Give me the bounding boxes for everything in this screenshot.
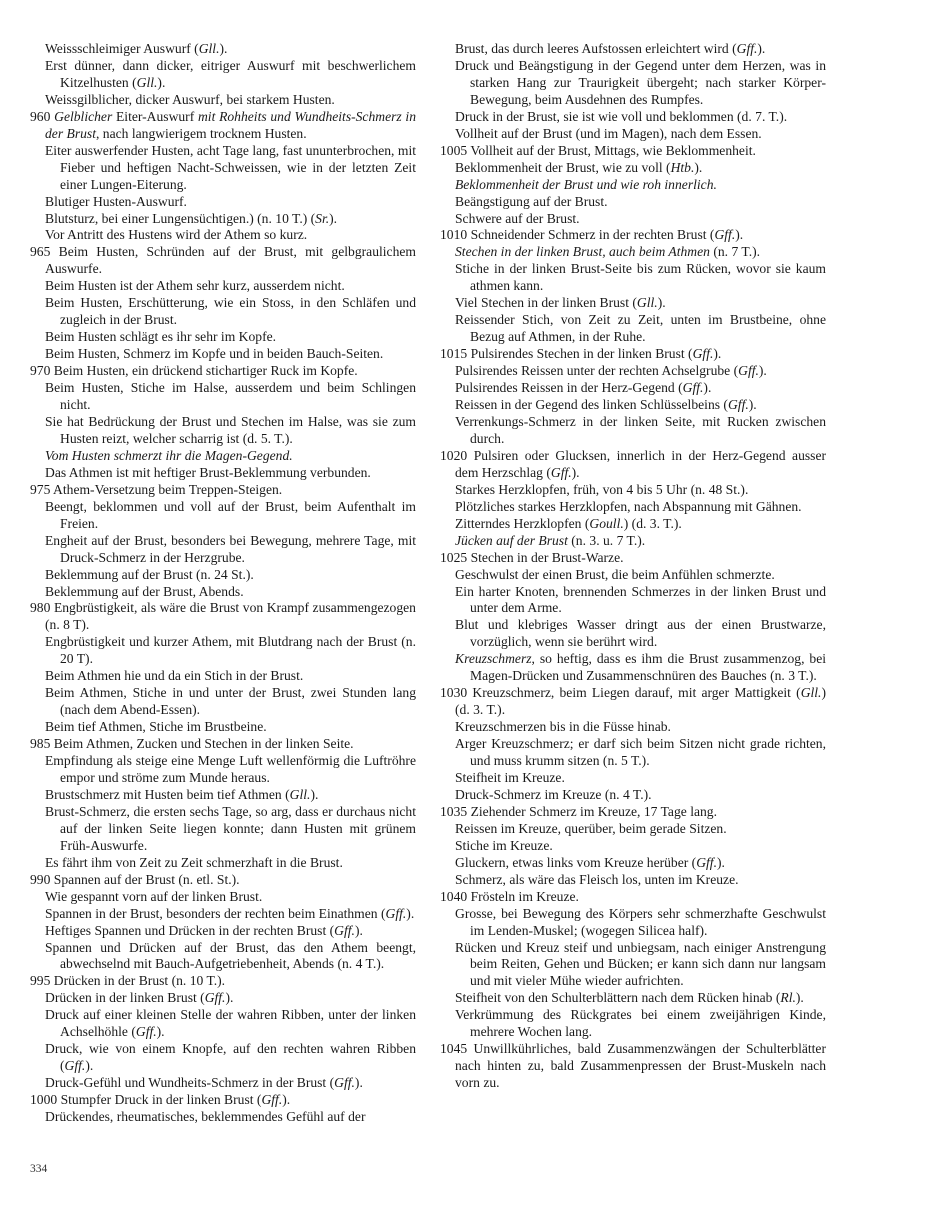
entry-text: Frösteln im Kreuze.	[470, 888, 579, 904]
italic-text: Sr.	[315, 210, 330, 226]
symptom-entry	[440, 126, 826, 143]
italic-text: Gff.	[736, 41, 758, 56]
entry-text: Eiter-Auswurf	[112, 108, 198, 124]
entry-text: Druck in der Brust, sie ist wie voll und beklommen (d. 7. T.).	[455, 108, 788, 124]
symptom-entry	[30, 143, 416, 194]
entry-text: Erst dünner, dann dicker, eitriger Auswurf mit beschwerlichem Kitzelhusten (	[45, 57, 416, 90]
entry-text: ) (d. 3. T.).	[623, 515, 682, 531]
symptom-entry	[440, 651, 826, 685]
symptom-entry	[30, 346, 416, 363]
numbered-entry	[30, 244, 416, 278]
entry-text: Druck-Schmerz im Kreuze (n. 4 T.).	[455, 786, 652, 802]
symptom-entry	[440, 533, 826, 550]
entry-text: Engheit auf der Brust, besonders bei Bewegung, mehrere Tage, mit Druck-Schmerz in der Herzgrube.	[45, 532, 416, 565]
symptom-entry	[30, 668, 416, 685]
symptom-entry	[30, 584, 416, 601]
symptom-entry	[30, 41, 416, 58]
entry-text: Schwere auf der Brust.	[455, 210, 580, 226]
entry-text: Blutiger Husten-Auswurf.	[45, 193, 187, 209]
italic-text: Gff.	[727, 397, 749, 413]
entry-text: ).	[85, 1058, 94, 1074]
symptom-entry	[440, 397, 826, 414]
entry-text: Kreuzschmerzen bis in die Füsse hinab.	[455, 719, 671, 735]
entry-text: Gluckern, etwas links vom Kreuze herüber (	[455, 854, 697, 870]
italic-text: Rl.	[780, 990, 796, 1006]
entry-text: Stumpfer Druck in der linken Brust (	[60, 1092, 262, 1108]
entry-text: Heftiges Spannen und Drücken in der rechten Brust (	[45, 922, 335, 938]
entry-text: Grosse, bei Bewegung des Körpers sehr schmerzhafte Geschwulst im Lenden-Muskel; (wogegen Silicea half).	[455, 905, 826, 938]
numbered-entry	[30, 736, 416, 753]
entry-text: Eiter auswerfender Husten, acht Tage lang, fast ununterbrochen, mit Fieber und heftigen Nacht-Schweissen, wie in der letzten Zeit einer Lungen-Eiterung.	[45, 142, 416, 192]
symptom-entry	[30, 194, 416, 211]
entry-text: ).	[225, 990, 234, 1006]
numbered-entry	[30, 363, 416, 380]
symptom-entry	[30, 940, 416, 974]
entry-text: Weissgilblicher, dicker Auswurf, bei starkem Husten.	[45, 91, 335, 107]
entry-text: ).	[329, 210, 338, 226]
numbered-entry	[30, 1092, 416, 1109]
symptom-entry	[30, 685, 416, 719]
entry-text: Pulsirendes Stechen in der linken Brust (	[470, 346, 693, 362]
symptom-entry	[30, 227, 416, 244]
entry-text: Beim Husten, ein drückend stichartiger Ruck im Kopfe.	[53, 363, 358, 379]
entry-text: ).	[406, 905, 415, 921]
entry-text: Wie gespannt vorn auf der linken Brust.	[45, 888, 263, 904]
italic-text: Gff.	[64, 1058, 86, 1074]
numbered-entry	[30, 109, 416, 143]
symptom-entry	[30, 58, 416, 92]
entry-text: Unwillkührliches, bald Zusammenzwängen der Schulterblätter nach hinten zu, bald Zusammenpressen der Brust-Muskeln nach vorn zu.	[455, 1041, 826, 1091]
entry-text: Beklemmung auf der Brust (n. 24 St.).	[45, 566, 254, 582]
entry-text: Reissen im Kreuze, querüber, beim gerade Sitzen.	[455, 820, 727, 836]
numbered-entry	[440, 804, 826, 821]
symptom-entry	[440, 719, 826, 736]
symptom-entry	[440, 482, 826, 499]
numbered-entry	[440, 550, 826, 567]
numbered-entry	[440, 143, 826, 160]
symptom-entry	[440, 872, 826, 889]
symptom-entry	[30, 787, 416, 804]
page-number: 334	[30, 1163, 48, 1175]
entry-text: ).	[716, 854, 725, 870]
entry-text: (n. 3. u. 7 T.).	[567, 532, 646, 548]
symptom-entry	[440, 855, 826, 872]
italic-text: Gll.	[289, 786, 311, 802]
entry-text: ).	[657, 295, 666, 311]
entry-number: 1010	[440, 227, 468, 243]
italic-text: Beklommenheit der Brust und wie roh innerlich.	[455, 176, 717, 192]
italic-text: Gll.	[136, 74, 158, 90]
entry-text: Beklemmung auf der Brust, Abends.	[45, 583, 244, 599]
entry-text: Beim Husten schlägt es ihr sehr im Kopfe.	[45, 329, 277, 345]
entry-number: 960	[30, 108, 51, 124]
entry-text: Weissschleimiger Auswurf (	[45, 41, 199, 56]
entry-number: 1025	[440, 549, 468, 565]
italic-text: Goull.	[589, 515, 624, 531]
entry-text: Pulsiren oder Glucksen, innerlich in der Herz-Gegend ausser dem Herzschlag (	[455, 447, 827, 480]
numbered-entry	[440, 448, 826, 482]
symptom-entry	[440, 940, 826, 991]
italic-text: Gff.	[550, 464, 572, 480]
entry-text: Beim Athmen, Stiche in und unter der Brust, zwei Stunden lang (nach dem Abend-Essen).	[45, 685, 416, 718]
symptom-entry	[30, 804, 416, 855]
entry-text: ).	[571, 464, 580, 480]
symptom-entry	[440, 58, 826, 109]
entry-text: Beim Husten, Erschütterung, wie ein Stoss, in den Schläfen und zugleich in der Brust.	[45, 295, 416, 328]
symptom-entry	[30, 295, 416, 329]
numbered-entry	[30, 600, 416, 634]
entry-text: Pulsirendes Reissen unter der rechten Achselgrube (	[455, 363, 739, 379]
entry-text: Druck, wie von einem Knopfe, auf den rechten wahren Ribben (	[45, 1041, 416, 1074]
numbered-entry	[30, 872, 416, 889]
entry-text: Ein harter Knoten, brennenden Schmerzes in der linken Brust und unter dem Arme.	[455, 583, 826, 616]
italic-text: Gff.	[334, 1075, 355, 1091]
entry-number: 980	[30, 600, 51, 616]
entry-text: Beim Husten ist der Athem sehr kurz, ausserdem nicht.	[45, 278, 345, 294]
italic-text: Gll.	[800, 685, 822, 701]
entry-text: ).	[219, 41, 228, 56]
entry-text: Drückendes, rheumatisches, beklemmendes Gefühl auf der	[45, 1109, 366, 1125]
entry-text: ).	[703, 380, 712, 396]
entry-text: , nach langwierigem trocknem Husten.	[95, 125, 307, 141]
symptom-entry	[440, 736, 826, 770]
entry-text: Beängstigung auf der Brust.	[455, 193, 608, 209]
italic-text: Gff.	[135, 1024, 157, 1040]
italic-text: Kreuzschmerz	[455, 651, 532, 667]
entry-text: Brust, das durch leeres Aufstossen erleichtert wird (	[455, 41, 737, 56]
entry-number: 1030	[440, 685, 468, 701]
entry-text: Zitterndes Herzklopfen (	[455, 515, 590, 531]
entry-text: Beim Husten, Stiche im Halse, ausserdem und beim Schlingen nicht.	[45, 380, 416, 413]
entry-text: Beim Athmen hie und da ein Stich in der Brust.	[45, 668, 304, 684]
entry-text: Beim Husten, Schründen auf der Brust, mit gelbgraulichem Auswurfe.	[45, 244, 416, 277]
entry-text: Beklommenheit der Brust, wie zu voll (	[455, 159, 671, 175]
numbered-entry	[440, 685, 826, 719]
entry-text: ).	[282, 1092, 291, 1108]
symptom-entry	[30, 211, 416, 228]
symptom-entry	[30, 990, 416, 1007]
symptom-entry	[440, 177, 826, 194]
numbered-entry	[440, 227, 826, 244]
italic-text: Gff.	[334, 922, 355, 938]
numbered-entry	[30, 482, 416, 499]
symptom-entry	[440, 516, 826, 533]
entry-text: ).	[694, 159, 703, 175]
symptom-entry	[30, 278, 416, 295]
entry-text: Steifheit im Kreuze.	[455, 769, 565, 785]
italic-text: Gff.	[714, 227, 736, 243]
symptom-entry	[440, 787, 826, 804]
entry-text: Brustschmerz mit Husten beim tief Athmen (	[45, 786, 290, 802]
symptom-entry	[440, 770, 826, 787]
entry-text: ).	[757, 41, 766, 56]
entry-text: ).	[758, 363, 767, 379]
italic-text: Gff.	[204, 990, 226, 1006]
entry-text: Drücken in der Brust (n. 10 T.).	[53, 973, 226, 989]
symptom-entry	[440, 312, 826, 346]
entry-text: Spannen und Drücken auf der Brust, das den Athem beengt, abwechselnd mit Bauch-Aufgetriebenheit, Abends (n. 4 T.).	[45, 939, 416, 972]
entry-number: 1015	[440, 346, 468, 362]
symptom-entry	[440, 414, 826, 448]
italic-text: Vom Husten schmerzt ihr die Magen-Gegend.	[45, 447, 293, 463]
italic-text: Gff.	[682, 380, 704, 396]
symptom-entry	[30, 855, 416, 872]
entry-number: 1035	[440, 803, 468, 819]
numbered-entry	[440, 889, 826, 906]
symptom-entry	[440, 990, 826, 1007]
symptom-entry	[440, 363, 826, 380]
symptom-entry	[440, 41, 826, 58]
entry-number: 970	[30, 363, 51, 379]
symptom-entry	[440, 1007, 826, 1041]
entry-text: Das Athmen ist mit heftiger Brust-Beklemmung verbunden.	[45, 464, 371, 480]
entry-text: Plötzliches starkes Herzklopfen, nach Abspannung mit Gähnen.	[455, 498, 802, 514]
symptom-entry	[30, 1075, 416, 1092]
entry-text: ).	[354, 922, 363, 938]
symptom-entry	[30, 499, 416, 533]
entry-text: Schmerz, als wäre das Fleisch los, unten im Kreuze.	[455, 871, 739, 887]
symptom-entry	[440, 261, 826, 295]
symptom-entry	[440, 380, 826, 397]
entry-text: ).	[713, 346, 722, 362]
italic-text: Gll.	[636, 295, 658, 311]
symptom-entry	[440, 906, 826, 940]
entry-text: Vor Antritt des Hustens wird der Athem so kurz.	[45, 227, 308, 243]
entry-text: ).	[748, 397, 757, 413]
entry-text: ).	[156, 1024, 165, 1040]
symptom-entry	[440, 821, 826, 838]
entry-text: Ziehender Schmerz im Kreuze, 17 Tage lang.	[470, 803, 717, 819]
entry-number: 1020	[440, 447, 468, 463]
symptom-entry	[30, 1007, 416, 1041]
symptom-entry	[440, 194, 826, 211]
entry-text: (n. 7 T.).	[709, 244, 761, 260]
entry-text: Verrenkungs-Schmerz in der linken Seite, mit Rucken zwischen durch.	[455, 413, 826, 446]
entry-text: Druck-Gefühl und Wundheits-Schmerz in der Brust (	[45, 1075, 335, 1091]
entry-text: Beengt, beklommen und voll auf der Brust, beim Aufenthalt im Freien.	[45, 498, 416, 531]
italic-text: Gff.	[738, 363, 759, 379]
entry-text: Blut und klebriges Wasser dringt aus der einen Brustwarze, vorzüglich, wenn sie berührt wird.	[455, 617, 826, 650]
italic-text: Stechen in der linken Brust, auch beim Athmen	[455, 244, 710, 260]
entry-text: Beim Husten, Schmerz im Kopfe und in beiden Bauch-Seiten.	[45, 346, 384, 362]
entry-text: ).	[157, 74, 166, 90]
entry-text: Spannen in der Brust, besonders der rechten beim Einathmen (	[45, 905, 386, 921]
entry-number: 1005	[440, 142, 468, 158]
entry-text: ).	[735, 227, 744, 243]
symptom-entry	[440, 499, 826, 516]
symptom-entry	[30, 923, 416, 940]
entry-text: ).	[795, 990, 804, 1006]
entry-text: Beim Athmen, Zucken und Stechen in der linken Seite.	[53, 736, 354, 752]
entry-text: Arger Kreuzschmerz; er darf sich beim Sitzen nicht grade richten, und muss krumm sitzen (n. 5 T.).	[455, 736, 826, 769]
entry-number: 965	[30, 244, 51, 260]
entry-text: ).	[310, 786, 319, 802]
symptom-entry	[30, 753, 416, 787]
entry-number: 995	[30, 973, 51, 989]
entry-text: Geschwulst der einen Brust, die beim Anfühlen schmerzte.	[455, 566, 775, 582]
symptom-entry	[30, 567, 416, 584]
entry-text: Beim tief Athmen, Stiche im Brustbeine.	[45, 719, 267, 735]
entry-text: Es fährt ihm von Zeit zu Zeit schmerzhaft in die Brust.	[45, 854, 343, 870]
symptom-entry	[440, 295, 826, 312]
entry-text: Steifheit von den Schulterblättern nach dem Rücken hinab (	[455, 990, 781, 1006]
entry-text: Empfindung als steige eine Menge Luft wellenförmig die Luftröhre empor und ströme zum Munde heraus.	[45, 753, 416, 785]
entry-number: 1040	[440, 888, 468, 904]
italic-text: Jücken auf der Brust	[455, 532, 568, 548]
italic-text: Gelblicher	[54, 108, 113, 124]
numbered-entry	[30, 973, 416, 990]
entry-number: 1045	[440, 1041, 468, 1057]
symptom-entry	[30, 533, 416, 567]
symptom-entry	[440, 838, 826, 855]
entry-text: Rücken und Kreuz steif und unbiegsam, nach einiger Anstrengung beim Reiten, Gehen und Bücken; er kann sich dann nur langsam und mit vieler Mühe wieder aufrichten.	[455, 939, 826, 989]
italic-text: mit Rohheits und Wundheits-Schmerz in der Brust	[45, 108, 416, 141]
symptom-entry	[30, 414, 416, 448]
italic-text: Gff.	[692, 346, 714, 362]
italic-text: Gff.	[696, 854, 717, 870]
numbered-entry	[440, 346, 826, 363]
entry-text: Viel Stechen in der linken Brust (	[455, 295, 637, 311]
entry-text: Stiche im Kreuze.	[455, 837, 553, 853]
italic-text: Gff.	[385, 905, 407, 921]
symptom-entry	[440, 244, 826, 261]
entry-text: Engbrüstigkeit, als wäre die Brust von Krampf zusammengezogen (n. 8 T).	[45, 600, 416, 633]
symptom-entry	[440, 109, 826, 126]
symptom-entry	[440, 211, 826, 228]
symptom-entry	[30, 329, 416, 346]
entry-number: 975	[30, 481, 51, 497]
left-column	[30, 41, 416, 1126]
italic-text: Htb.	[670, 159, 695, 175]
entry-text: Stiche in der linken Brust-Seite bis zum Rücken, wovor sie kaum athmen kann.	[455, 261, 826, 294]
entry-text: , so heftig, dass es ihm die Brust zusammenzog, bei Magen-Drücken und Zusammenschnüren des Bauches (n. 3 T.).	[470, 651, 826, 684]
entry-text: Vollheit auf der Brust (und im Magen), nach dem Essen.	[455, 125, 762, 141]
entry-number: 1000	[30, 1092, 58, 1108]
entry-text: Kreuzschmerz, beim Liegen darauf, mit arger Mattigkeit (	[472, 685, 801, 701]
symptom-entry	[440, 160, 826, 177]
entry-text: Athem-Versetzung beim Treppen-Steigen.	[53, 481, 283, 497]
entry-text: Schneidender Schmerz in der rechten Brust (	[470, 227, 715, 243]
entry-number: 985	[30, 736, 51, 752]
entry-text: Reissender Stich, von Zeit zu Zeit, unten im Brustbeine, ohne Bezug auf Athmen, in der Ruhe.	[455, 312, 826, 345]
symptom-entry	[30, 906, 416, 923]
numbered-entry	[440, 1041, 826, 1092]
entry-text: Sie hat Bedrückung der Brust und Stechen im Halse, was sie zum Husten reizt, welcher scharrig ist (d. 5. T.).	[45, 413, 416, 446]
symptom-entry	[30, 380, 416, 414]
entry-text: Engbrüstigkeit und kurzer Athem, mit Blutdrang nach der Brust (n. 20 T).	[45, 634, 416, 667]
symptom-entry	[30, 719, 416, 736]
entry-text: ) (d. 3. T.).	[455, 685, 826, 718]
right-column	[440, 41, 826, 1092]
symptom-entry	[30, 448, 416, 465]
symptom-entry	[30, 634, 416, 668]
entry-text: Blutsturz, bei einer Lungensüchtigen.) (n. 10 T.) (	[45, 210, 316, 226]
entry-text: Vollheit auf der Brust, Mittags, wie Beklommenheit.	[470, 142, 756, 158]
entry-text: Brust-Schmerz, die ersten sechs Tage, so arg, dass er durchaus nicht auf der linken Seite liegen konnte; dann Husten mit grünem Früh-Auswurfe.	[45, 803, 416, 853]
entry-text: Pulsirendes Reissen in der Herz-Gegend (	[455, 380, 683, 396]
symptom-entry	[440, 567, 826, 584]
italic-text: Gff.	[261, 1092, 283, 1108]
symptom-entry	[30, 1041, 416, 1075]
entry-text: Verkrümmung des Rückgrates bei einem zweijährigen Kinde, mehrere Wochen lang.	[455, 1007, 826, 1040]
entry-text: Drücken in der linken Brust (	[45, 990, 205, 1006]
symptom-entry	[30, 889, 416, 906]
entry-text: ).	[354, 1075, 363, 1091]
entry-text: Stechen in der Brust-Warze.	[470, 549, 624, 565]
symptom-entry	[30, 465, 416, 482]
entry-text: Reissen in der Gegend des linken Schlüsselbeins (	[455, 397, 728, 413]
italic-text: Gll.	[198, 41, 220, 56]
symptom-entry	[440, 617, 826, 651]
entry-text: Starkes Herzklopfen, früh, von 4 bis 5 Uhr (n. 48 St.).	[455, 481, 749, 497]
symptom-entry	[30, 1109, 416, 1126]
symptom-entry	[440, 584, 826, 618]
entry-number: 990	[30, 871, 51, 887]
entry-text: Druck auf einer kleinen Stelle der wahren Ribben, unter der linken Achselhöhle (	[45, 1007, 416, 1040]
entry-text: Spannen auf der Brust (n. etl. St.).	[53, 871, 240, 887]
entry-text: Druck und Beängstigung in der Gegend unter dem Herzen, was in starken Hang zur Traurigkeit übergeht; nach starker Körper-Bewegung, beim Ausdehnen des Rumpfes.	[455, 57, 826, 107]
symptom-entry	[30, 92, 416, 109]
